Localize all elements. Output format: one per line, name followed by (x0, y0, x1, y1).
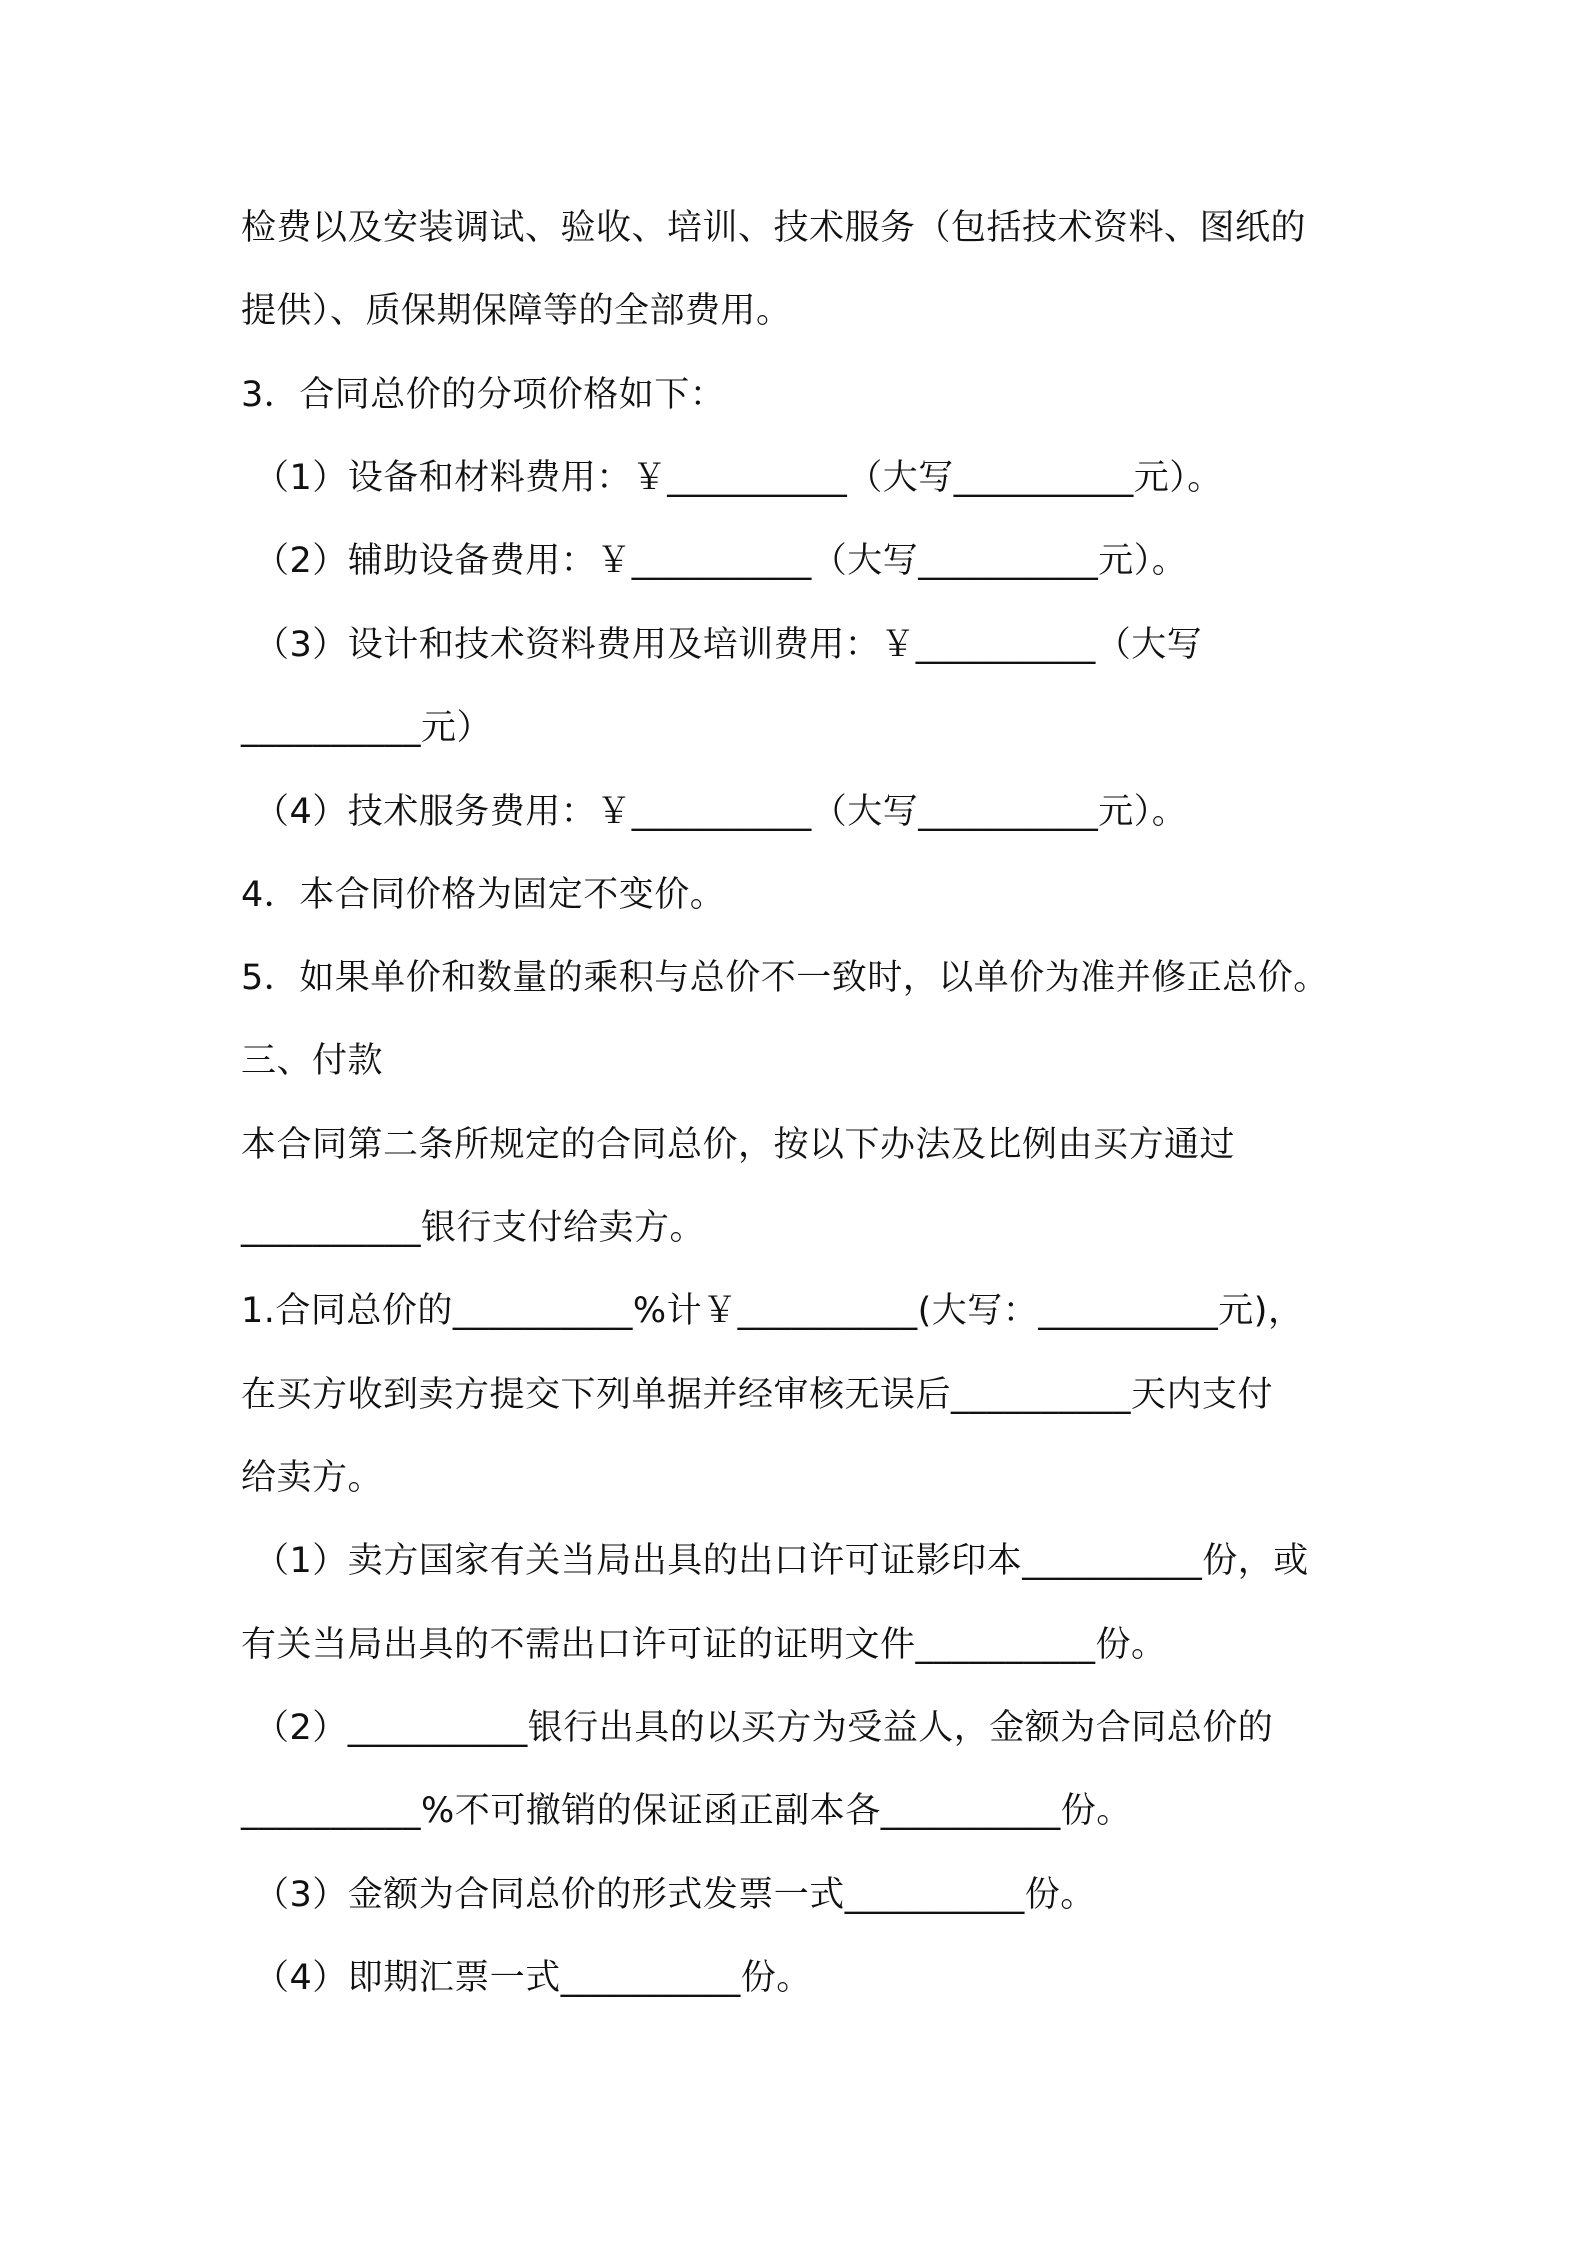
document-item-4: （4）即期汇票一式__________份。 (254, 1958, 812, 1998)
price-item-2: （2）辅助设备费用：￥__________（大写__________元）。 (254, 541, 1188, 581)
section-item-4: 4．本合同价格为固定不变价。 (241, 875, 726, 915)
price-item-1: （1）设备和材料费用：￥__________（大写__________元）。 (254, 458, 1223, 498)
section-item-3: 3．合同总价的分项价格如下： (241, 375, 726, 415)
payment-item-1: 1.合同总价的__________%计￥__________(大写：__________元)， (241, 1291, 1304, 1331)
document-item-1-cont: 有关当局出具的不需出口许可证的证明文件__________份。 (241, 1625, 1167, 1665)
price-item-3-cont: __________元） (241, 708, 493, 748)
body-text-line: 本合同第二条所规定的合同总价，按以下办法及比例由买方通过 (241, 1125, 1236, 1165)
body-text-line: 提供）、质保期保障等的全部费用。 (241, 291, 792, 331)
section-heading-payment: 三、付款 (241, 1041, 384, 1081)
document-item-2-cont: __________%不可撤销的保证函正副本各__________份。 (241, 1791, 1132, 1831)
body-text-line: 在买方收到卖方提交下列单据并经审核无误后__________天内支付 (241, 1375, 1274, 1415)
document-item-3: （3）金额为合同总价的形式发票一式__________份。 (254, 1875, 1096, 1915)
body-text-line: 检费以及安装调试、验收、培训、技术服务（包括技术资料、图纸的 (241, 208, 1307, 248)
body-text-line: 给卖方。 (241, 1458, 384, 1498)
document-item-1: （1）卖方国家有关当局出具的出口许可证影印本__________份，或 (254, 1541, 1309, 1581)
section-item-5: 5．如果单价和数量的乘积与总价不一致时，以单价为准并修正总价。 (241, 958, 1329, 998)
document-item-2: （2）__________银行出具的以买方为受益人，金额为合同总价的 (254, 1708, 1274, 1748)
body-text-line: __________银行支付给卖方。 (241, 1208, 706, 1248)
price-item-3: （3）设计和技术资料费用及培训费用：￥__________（大写 (254, 625, 1203, 665)
price-item-4: （4）技术服务费用：￥__________（大写__________元）。 (254, 792, 1188, 832)
